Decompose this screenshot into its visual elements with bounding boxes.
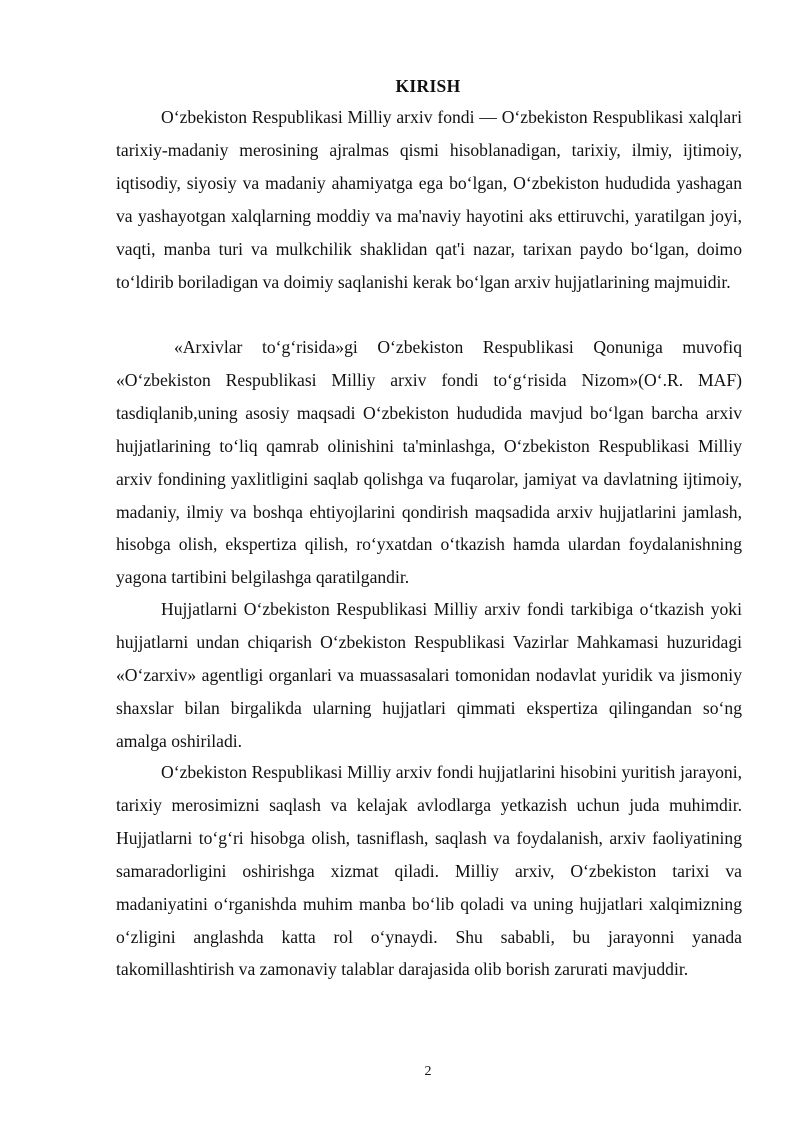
paragraph-4: O‘zbekiston Respublikasi Milliy arxiv fondi hujjatlarini hisobini yuritish jarayoni, tarixiy merosimizni saqlash va kelajak avlodlarga yetkazish uchun juda muhimdir. Hujjatlarni to‘g‘ri hisobga olish, tasniflash, saqlash va foydalanish, arxiv faoliyatining samaradorligini oshirishga xizmat qiladi. Milliy arxiv, O‘zbekiston tarixi va madaniyatini o‘rganishda muhim manba bo‘lib qoladi va uning hujjatlari xalqimizning o‘zligini anglashda katta rol o‘ynaydi. Shu sababli, bu jarayonni yanada takomillashtirish va zamonaviy talablar darajasida olib borish zarurati mavjuddir. [116,762,742,980]
paragraph-3: Hujjatlarni O‘zbekiston Respublikasi Milliy arxiv fondi tarkibiga o‘tkazish yoki hujjatlarni undan chiqarish O‘zbekiston Respublikasi Vazirlar Mahkamasi huzuridagi «O‘zarxiv» agentligi organlari va muassasalari tomonidan nodavlat yuridik va jismoniy shaxslar bilan birgalikda ularning hujjatlari qimmati ekspertiza qilingandan so‘ng amalga oshiriladi. [116,599,742,751]
paragraph-1: O‘zbekiston Respublikasi Milliy arxiv fondi — O‘zbekiston Respublikasi xalqlari tarixiy-madaniy merosining ajralmas qismi hisoblanadigan, tarixiy, ilmiy, ijtimoiy, iqtisodiy, siyosiy va madaniy ahamiyatga ega bo‘lgan, O‘zbekiston hududida yashagan va yashayotgan xalqlarning moddiy va ma'naviy hayotini aks ettiruvchi, yaratilgan joyi, vaqti, manba turi va mulkchilik shaklidan qat'i nazar, tarixan paydo bo‘lgan, doimo to‘ldirib boriladigan va doimiy saqlanishi kerak bo‘lgan arxiv hujjatlarining majmuidir. [116,107,742,292]
paragraph-2: «Arxivlar to‘g‘risida»gi O‘zbekiston Respublikasi Qonuniga muvofiq «O‘zbekiston Respublikasi Milliy arxiv fondi to‘g‘risida Nizom»(O‘.R. MAF) tasdiqlanib,uning asosiy maqsadi O‘zbekiston hududida mavjud bo‘lgan barcha arxiv hujjatlarining to‘liq qamrab olinishini ta'minlashga, O‘zbekiston Respublikasi Milliy arxiv fondining yaxlitligini saqlab qolishga va fuqarolar, jamiyat va davlatning ijtimoiy, madaniy, ilmiy va boshqa ehtiyojlarini qondirish maqsadida arxiv hujjatlarini jamlash, hisobga olish, ekspertiza qilish, ro‘yxatdan o‘tkazish hamda ulardan foydalanishning yagona tartibini belgilashga qaratilgandir. [116,337,742,588]
page-heading: KIRISH [395,76,461,96]
page-number: 2 [424,1064,432,1079]
